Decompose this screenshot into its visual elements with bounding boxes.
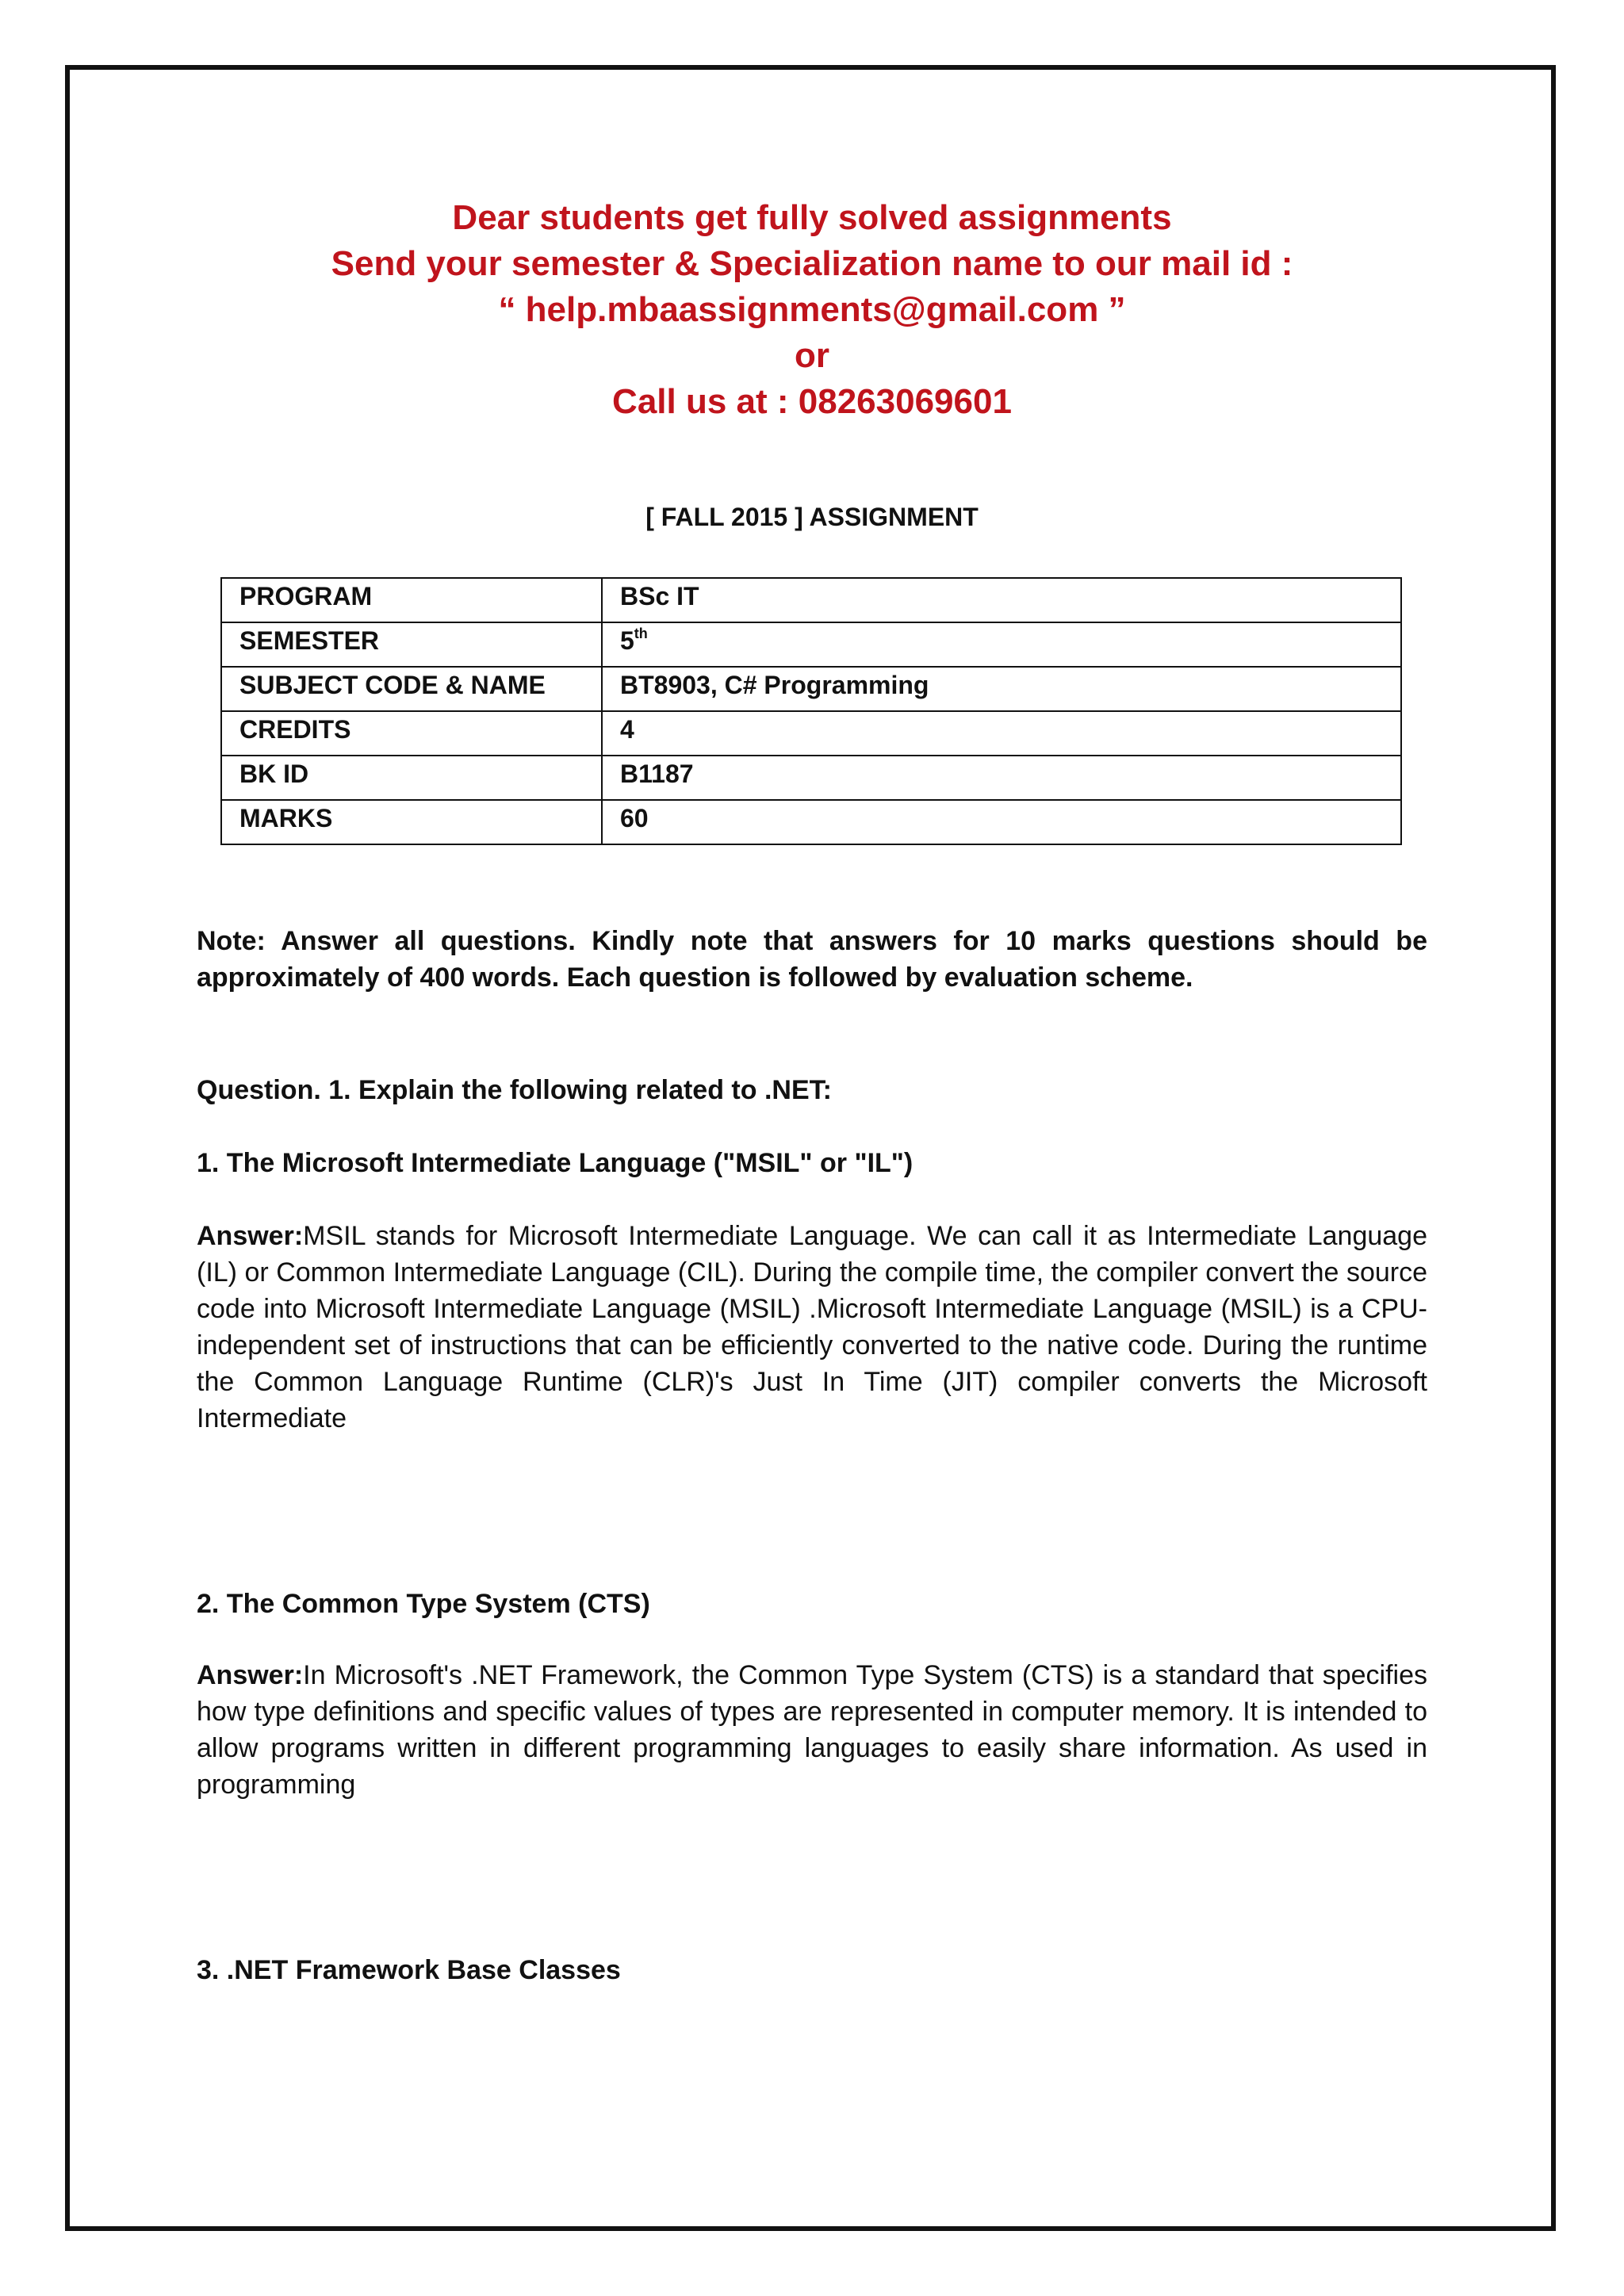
subject-value: BT8903, C# Programming [602,667,1401,711]
question-1-part-2-heading: 2. The Common Type System (CTS) [197,1589,650,1619]
question-1-heading: Question. 1. Explain the following related to .NET: [197,1075,832,1105]
semester-value: 5 [620,626,634,655]
marks-label: MARKS [221,800,602,844]
assignment-title: [ FALL 2015 ] ASSIGNMENT [645,503,979,531]
table-row [221,667,1401,711]
question-1-part-1-heading: 1. The Microsoft Intermediate Language ("MSIL" or "IL") [197,1148,914,1178]
table-row [221,800,1401,844]
semester-label: SEMESTER [221,622,602,667]
answer-text: In Microsoft's .NET Framework, the Common Type System (CTS) is a standard that specifies how type definitions and specific values of types are represented in computer memory. It is intended to allow programs written in different programming languages to easily share information. As used in programming [197,1660,1427,1800]
table-row [221,578,1401,622]
question-1-part-1-answer [197,1218,1427,1437]
program-value: BSc IT [602,578,1401,622]
promo-phone: Call us at : 08263069601 [612,382,1012,421]
promo-line-1: Dear students get fully solved assignments [452,198,1172,237]
credits-value: 4 [602,711,1401,756]
table-row [221,711,1401,756]
semester-value-suffix: th [634,626,648,642]
answer-label: Answer: [197,1221,304,1251]
promo-line-2: Send your semester & Specialization name to our mail id : [331,244,1293,283]
answer-label: Answer: [197,1660,304,1690]
info-table [220,577,1402,845]
question-1-part-3-heading: 3. .NET Framework Base Classes [197,1955,621,1985]
semester-value-cell [602,622,1401,667]
promo-email: “ help.mbaassignments@gmail.com ” [498,290,1126,329]
table-row [221,622,1401,667]
promo-or: or [795,336,829,375]
program-label: PROGRAM [221,578,602,622]
bk-id-value: B1187 [602,756,1401,800]
marks-value: 60 [602,800,1401,844]
table-row [221,756,1401,800]
credits-label: CREDITS [221,711,602,756]
promo-banner [79,195,1545,425]
question-1-part-2-answer [197,1657,1427,1803]
answer-text: MSIL stands for Microsoft Intermediate Language. We can call it as Intermediate Language (IL) or Common Intermediate Language (CIL). During the compile time, the compiler convert the source code into Microsoft Intermediate Language (MSIL) .Microsoft Intermediate Language (MSIL) is a CPU-independent set of instructions that can be efficiently converted to the native code. During the runtime the Common Language Runtime (CLR)'s Just In Time (JIT) compiler converts the Microsoft Intermediate [197,1221,1427,1433]
bk-id-label: BK ID [221,756,602,800]
subject-label: SUBJECT CODE & NAME [221,667,602,711]
note-paragraph: Note: Answer all questions. Kindly note that answers for 10 marks questions should be approximately of 400 words. Each question is followed by evaluation scheme. [197,926,1427,993]
